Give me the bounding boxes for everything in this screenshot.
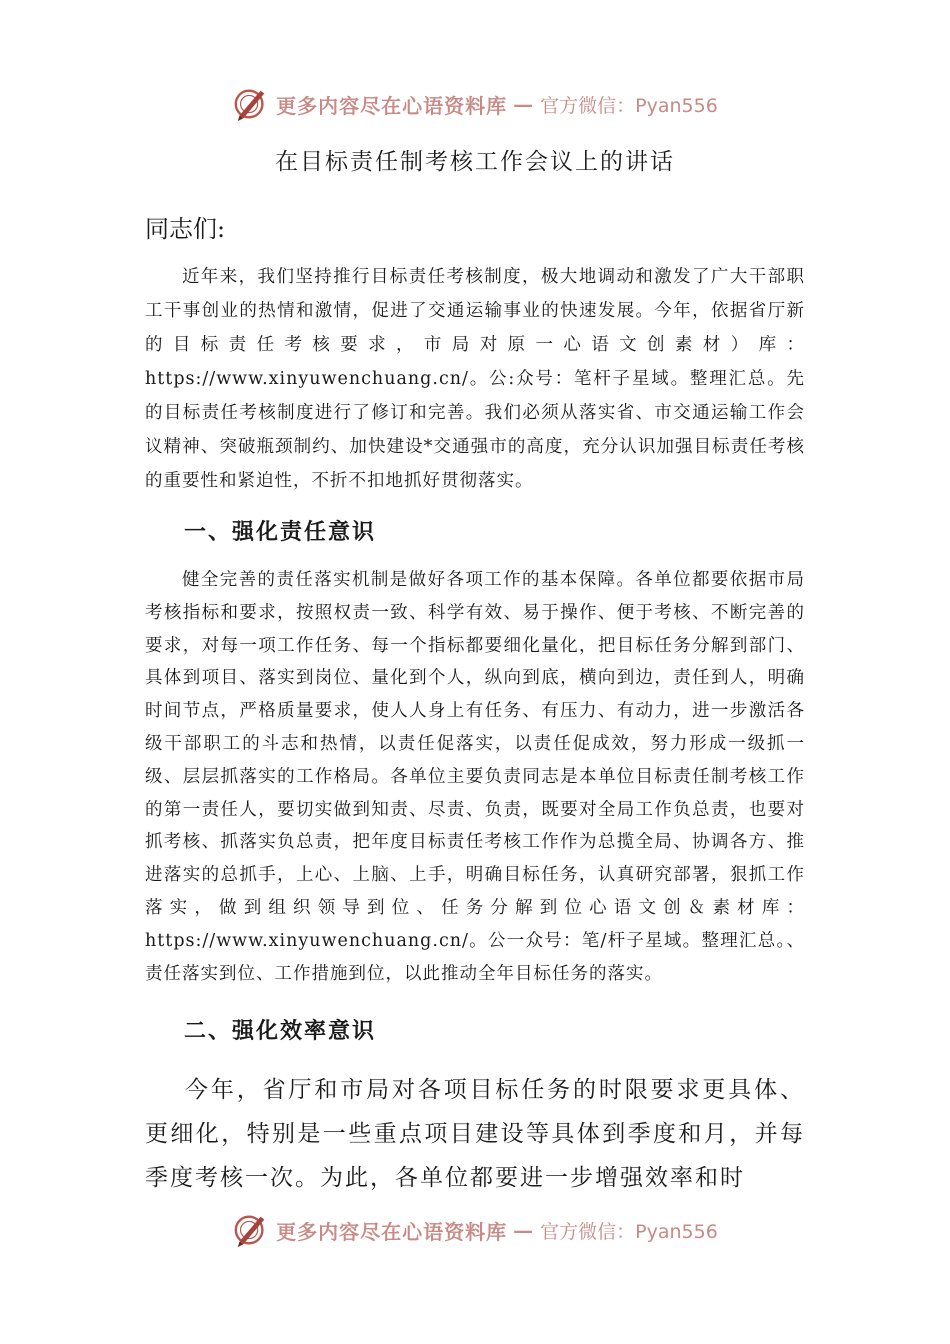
section-heading-1: 一、强化责任意识	[184, 519, 377, 545]
document-title: 在目标责任制考核工作会议上的讲话	[275, 149, 675, 175]
salutation: 同志们:	[145, 215, 226, 243]
watermark-banner-bottom	[0, 1210, 950, 1250]
banner-wechat-text: 官方微信：Pyan556	[540, 1220, 718, 1243]
paragraph-intro: 近年来，我们坚持推行目标责任考核制度，极大地调动和激发了广大干部职工干事创业的热情和激情，促进了交通运输事业的快速发展。今年，依据省厅新的目标责任考核要求，市局对原一心语文创素材）库：https://www.xinyuwenchuang.cn/。公:众号：笔杆子星域。整理汇总。先的目标责任考核制度进行了修订和完善。我们必须从落实省、市交通运输工作会议精神、突破瓶颈制约、加快建设*交通强市的高度，充分认识加强目标责任考核的重要性和紧迫性，不折不扣地抓好贯彻落实。	[145, 267, 805, 491]
banner-brand-text: 更多内容尽在心语资料库	[276, 1219, 508, 1244]
watermark-banner-top	[0, 84, 950, 124]
banner-separator: —	[513, 1218, 535, 1242]
pen-seal-icon	[232, 1211, 270, 1249]
paragraph-section-2: 今年，省厅和市局对各项目标任务的时限要求更具体、更细化，特别是一些重点项目建设等具体到季度和月，并每季度考核一次。为此，各单位都要进一步增强效率和时	[145, 1077, 805, 1191]
pen-seal-icon	[232, 85, 270, 123]
section-heading-2: 二、强化效率意识	[184, 1018, 377, 1044]
banner-brand-text: 更多内容尽在心语资料库	[276, 93, 508, 118]
banner-separator: —	[513, 92, 535, 116]
paragraph-section-1: 健全完善的责任落实机制是做好各项工作的基本保障。各单位都要依据市局考核指标和要求，按照权责一致、科学有效、易于操作、便于考核、不断完善的要求，对每一项工作任务、每一个指标都要细化量化，把目标任务分解到部门、具体到项目、落实到岗位、量化到个人，纵向到底，横向到边，责任到人，明确时间节点，严格质量要求，使人人身上有任务、有压力、有动力，进一步激活各级干部职工的斗志和热情，以责任促落实，以责任促成效，努力形成一级抓一级、层层抓落实的工作格局。各单位主要负责同志是本单位目标责任制考核工作的第一责任人，要切实做到知责、尽责、负责，既要对全局工作负总责，也要对抓考核、抓落实负总责，把年度目标责任考核工作作为总揽全局、协调各方、推进落实的总抓手，上心、上脑、上手，明确目标任务，认真研究部署，狠抓工作落实，做到组织领导到位、任务分解到位心语文创＆素材库：https://www.xinyuwenchuang.cn/。公一众号：笔/杆子星域。整理汇总。、责任落实到位、工作措施到位，以此推动全年目标任务的落实。	[145, 570, 805, 984]
banner-wechat-text: 官方微信：Pyan556	[540, 94, 718, 117]
